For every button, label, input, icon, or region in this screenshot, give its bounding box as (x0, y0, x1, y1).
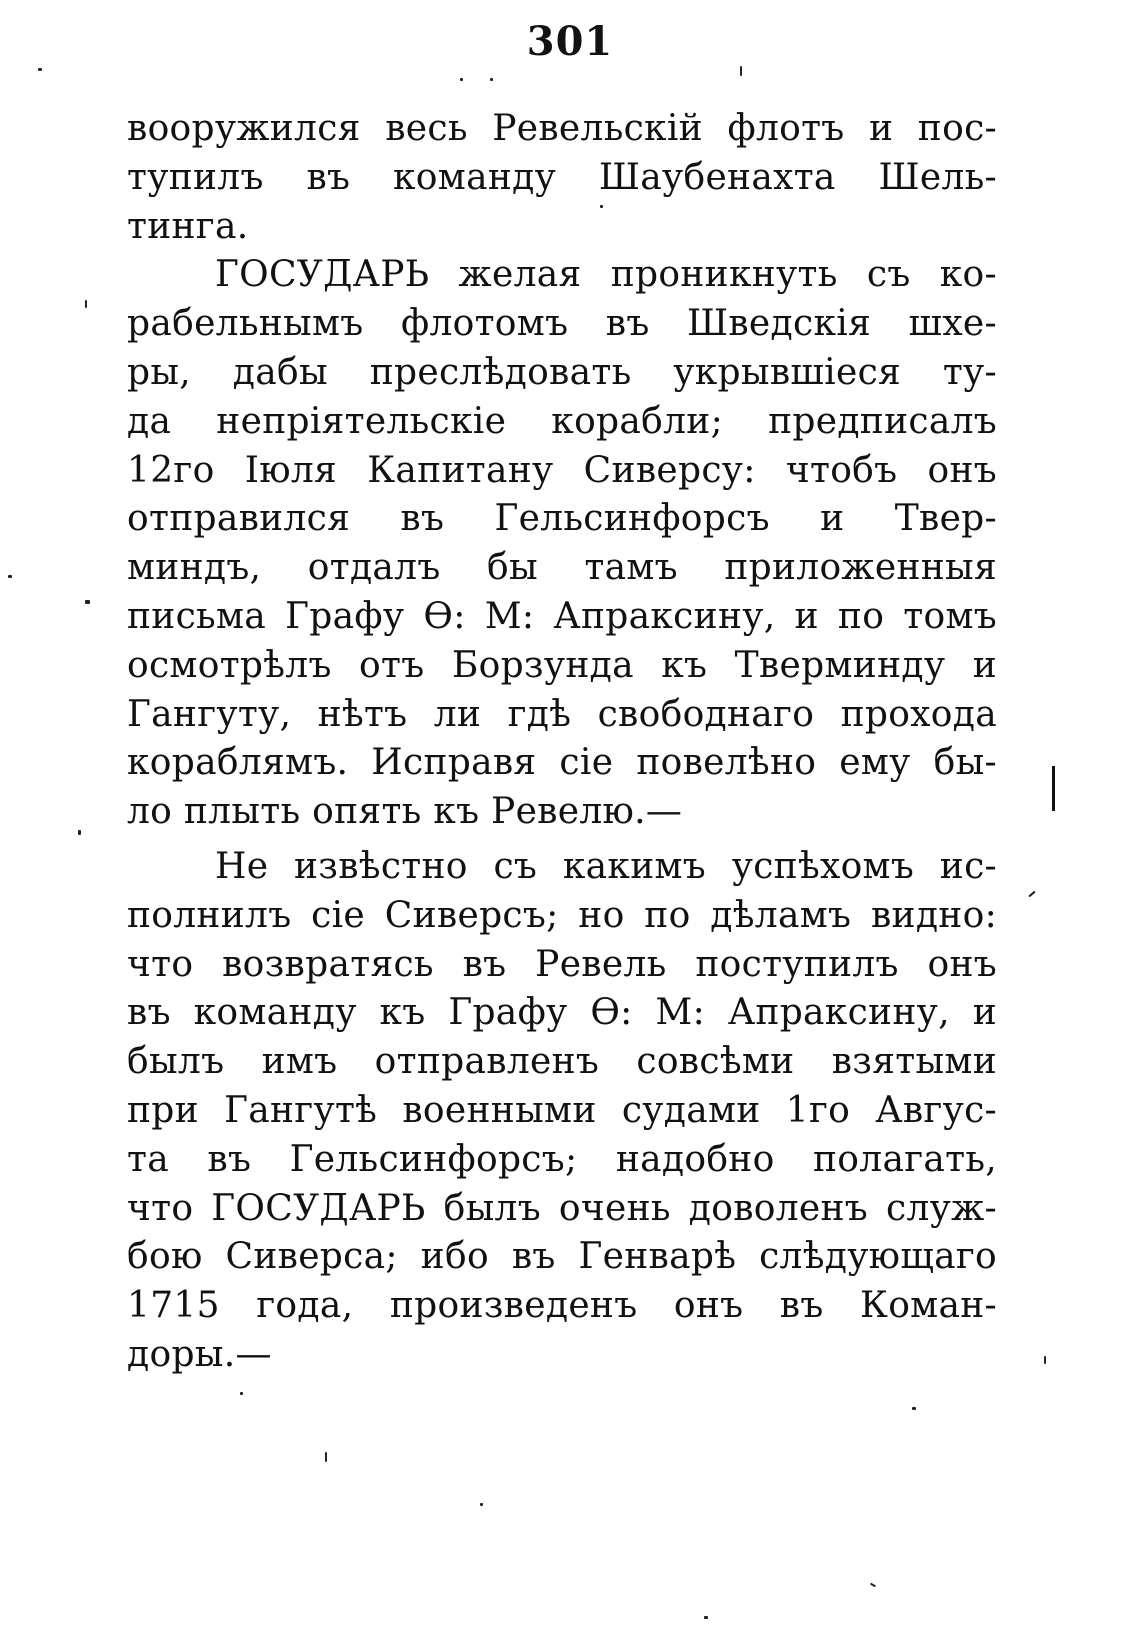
page-number: 301 (526, 18, 614, 65)
text-line: былъ имъ отправленъ совсѣми взятыми (127, 1041, 997, 1083)
scan-speck (85, 300, 87, 308)
text-line: что ГОСУДАРЬ былъ очень доволенъ служ- (127, 1187, 997, 1229)
text-line: ГОСУДАРЬ желая проникнуть съ ко- (215, 254, 997, 296)
scan-speck (460, 78, 463, 81)
text-line: рабельнымъ флотомъ въ Шведскія шхе- (127, 303, 997, 345)
text-line: 12го Іюля Капитану Сиверсу: чтобъ онъ (127, 449, 997, 491)
margin-mark (1052, 766, 1055, 811)
scan-speck (600, 205, 603, 208)
text-line: миндъ, отдалъ бы тамъ приложенныя (127, 547, 997, 589)
scan-speck (490, 78, 493, 81)
scan-speck (480, 1503, 483, 1506)
scan-speck (870, 1583, 876, 1588)
text-line: тупилъ въ команду Шаубенахта Шель- (127, 156, 997, 198)
text-line: та въ Гельсинфорсъ; надобно полагать, (127, 1138, 997, 1180)
text-line: доры.— (127, 1333, 272, 1375)
scan-speck (325, 1452, 327, 1462)
text-line: Не извѣстно съ какимъ успѣхомъ ис- (215, 845, 997, 887)
text-line: осмотрѣлъ отъ Борзунда къ Тверминду и (127, 644, 997, 686)
scan-speck (240, 1392, 243, 1395)
text-line: 1715 года, произведенъ онъ въ Коман- (127, 1285, 997, 1327)
scan-speck (1028, 891, 1035, 898)
scan-speck (85, 600, 90, 604)
text-line: ло плыть опять къ Ревелю.— (127, 791, 683, 833)
scan-speck (704, 1616, 708, 1619)
scan-speck (78, 830, 81, 835)
scan-speck (8, 575, 12, 578)
scan-speck (912, 1407, 916, 1410)
text-line: отправился въ Гельсинфорсъ и Твер- (127, 498, 997, 540)
text-line: тинга. (127, 205, 249, 247)
text-line: да непріятельскіе корабли; предписалъ (127, 400, 997, 442)
text-line: вооружился весь Ревельскій флотъ и пос- (127, 108, 997, 149)
scan-speck (740, 66, 742, 76)
body-text (127, 105, 997, 1380)
text-line: ры, дабы преслѣдовать укрывшіеся ту- (127, 351, 997, 393)
text-line: въ команду къ Графу Ѳ: М: Апраксину, и (127, 992, 997, 1034)
text-line: кораблямъ. Исправя сіе повелѣно ему бы- (127, 742, 997, 784)
scan-speck (1044, 1356, 1046, 1364)
text-line: Гангуту, нѣтъ ли гдѣ свободнаго прохода (127, 693, 997, 735)
scan-speck (38, 68, 42, 71)
text-line: полнилъ сіе Сиверсъ; но по дѣламъ видно: (127, 894, 997, 936)
text-line: что возвратясь въ Ревель поступилъ онъ (127, 943, 997, 985)
text-line: письма Графу Ѳ: М: Апраксину, и по томъ (127, 595, 997, 637)
text-line: при Гангутѣ военными судами 1го Авгус- (127, 1089, 997, 1131)
text-line: бою Сиверса; ибо въ Генварѣ слѣдующаго (127, 1236, 997, 1278)
